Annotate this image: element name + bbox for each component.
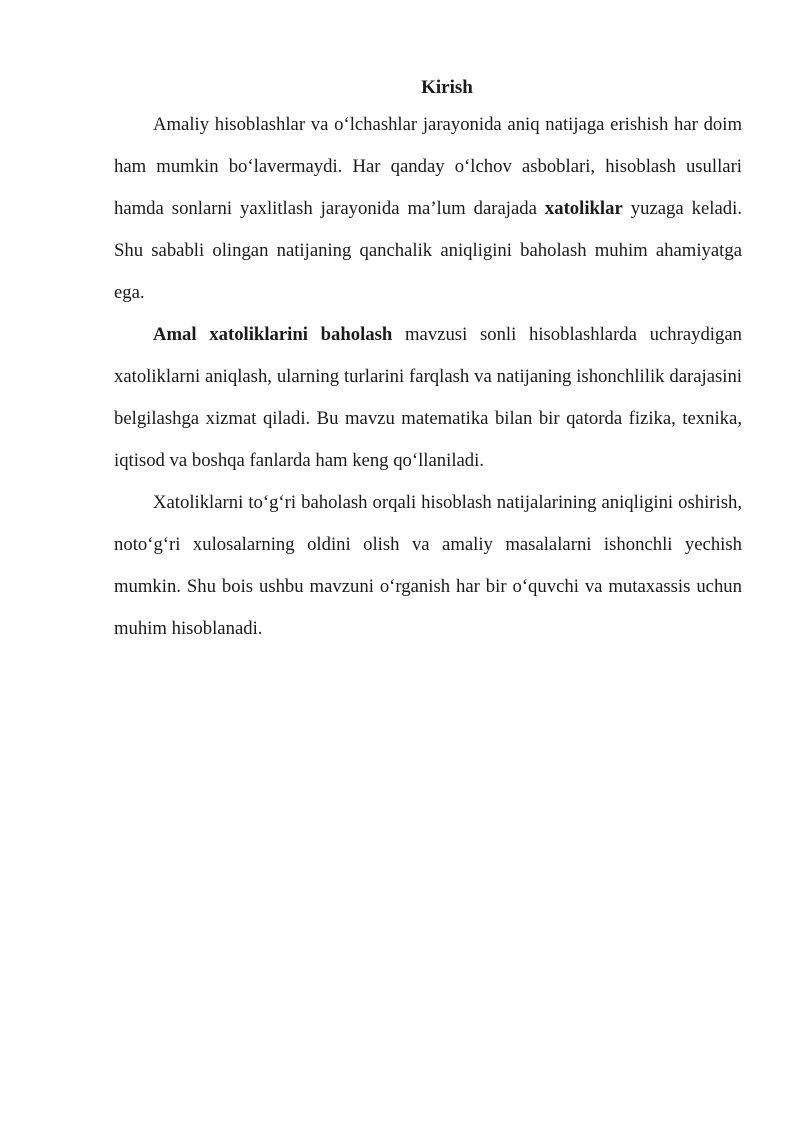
paragraph-1	[114, 104, 742, 314]
paragraph-text: yuzaga keladi. Shu sababli olingan natijaning qanchalik aniqligini baholash muhim ahamiyatga ega.	[114, 198, 742, 303]
page-title: Kirish	[421, 77, 473, 98]
paragraph-text: Xatoliklarni to‘g‘ri baholash orqali hisoblash natijalarining aniqligini oshirish, noto‘g‘ri xulosalarning oldini olish va amaliy masalalarni ishonchli yechish mumkin. Shu bois ushbu mavzuni o‘rganish har bir o‘quvchi va mutaxassis uchun muhim hisoblanadi.	[114, 492, 742, 639]
bold-term: xatoliklar	[544, 198, 623, 219]
paragraph-3	[114, 482, 742, 650]
bold-term: Amal xatoliklarini baholash	[153, 324, 393, 345]
paragraph-2	[114, 314, 742, 482]
paragraph-text: Amaliy hisoblashlar va o‘lchashlar jarayonida aniq natijaga erishish har doim ham mumkin bo‘lavermaydi. Har qanday o‘lchov asboblari, hisoblash usullari hamda sonlarni yaxlitlash jarayonida ma’lum darajada	[114, 114, 742, 219]
document-page	[114, 74, 742, 650]
paragraph-text: mavzusi sonli hisoblashlarda uchraydigan xatoliklarni aniqlash, ularning turlarini farqlash va natijaning ishonchlilik darajasini belgilashga xizmat qiladi. Bu mavzu matematika bilan bir qatorda fizika, texnika, iqtisod va boshqa fanlarda ham keng qo‘llaniladi.	[114, 324, 742, 471]
